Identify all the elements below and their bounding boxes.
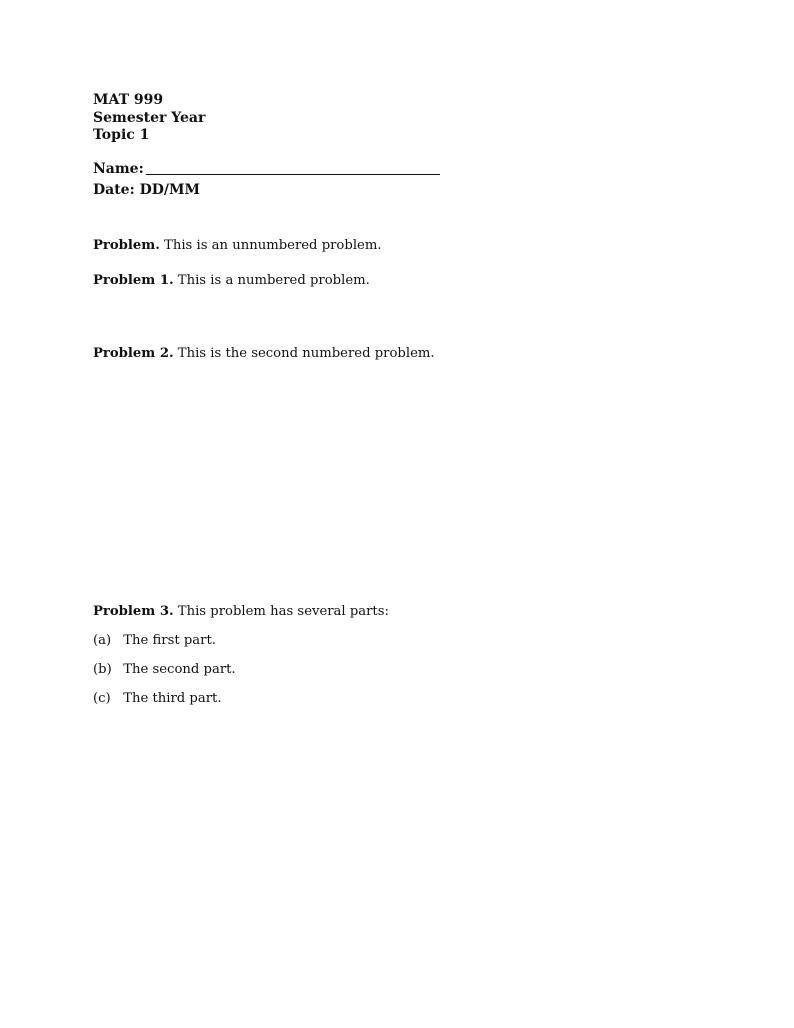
problem-3 [93, 604, 389, 620]
part-label: (a) [93, 633, 112, 648]
problem-label: Problem 2. [93, 346, 174, 361]
part-label: (c) [93, 691, 111, 706]
topic-line: Topic 1 [93, 127, 150, 143]
problem-1 [93, 273, 370, 289]
name-label: Name: [93, 161, 144, 177]
part-a [93, 633, 216, 649]
problem-unnumbered [93, 238, 382, 254]
date-line [93, 182, 200, 199]
problem-label: Problem. [93, 238, 160, 253]
problem-label: Problem 3. [93, 604, 174, 619]
part-text: The first part. [123, 633, 216, 648]
part-text: The second part. [123, 662, 236, 677]
semester-line: Semester Year [93, 110, 206, 126]
problem-text: This is a numbered problem. [177, 273, 370, 288]
course-title: MAT 999 [93, 92, 164, 108]
name-field-line [146, 174, 440, 175]
problem-text: This problem has several parts: [177, 604, 389, 619]
problem-text: This is an unnumbered problem. [164, 238, 382, 253]
problem-2 [93, 346, 435, 362]
date-value: DD/MM [139, 182, 201, 198]
part-label: (b) [93, 662, 112, 677]
date-label: Date: [93, 182, 135, 198]
problem-text: This is the second numbered problem. [177, 346, 435, 361]
problem-label: Problem 1. [93, 273, 174, 288]
part-b [93, 662, 236, 678]
part-c [93, 691, 222, 707]
part-text: The third part. [123, 691, 222, 706]
